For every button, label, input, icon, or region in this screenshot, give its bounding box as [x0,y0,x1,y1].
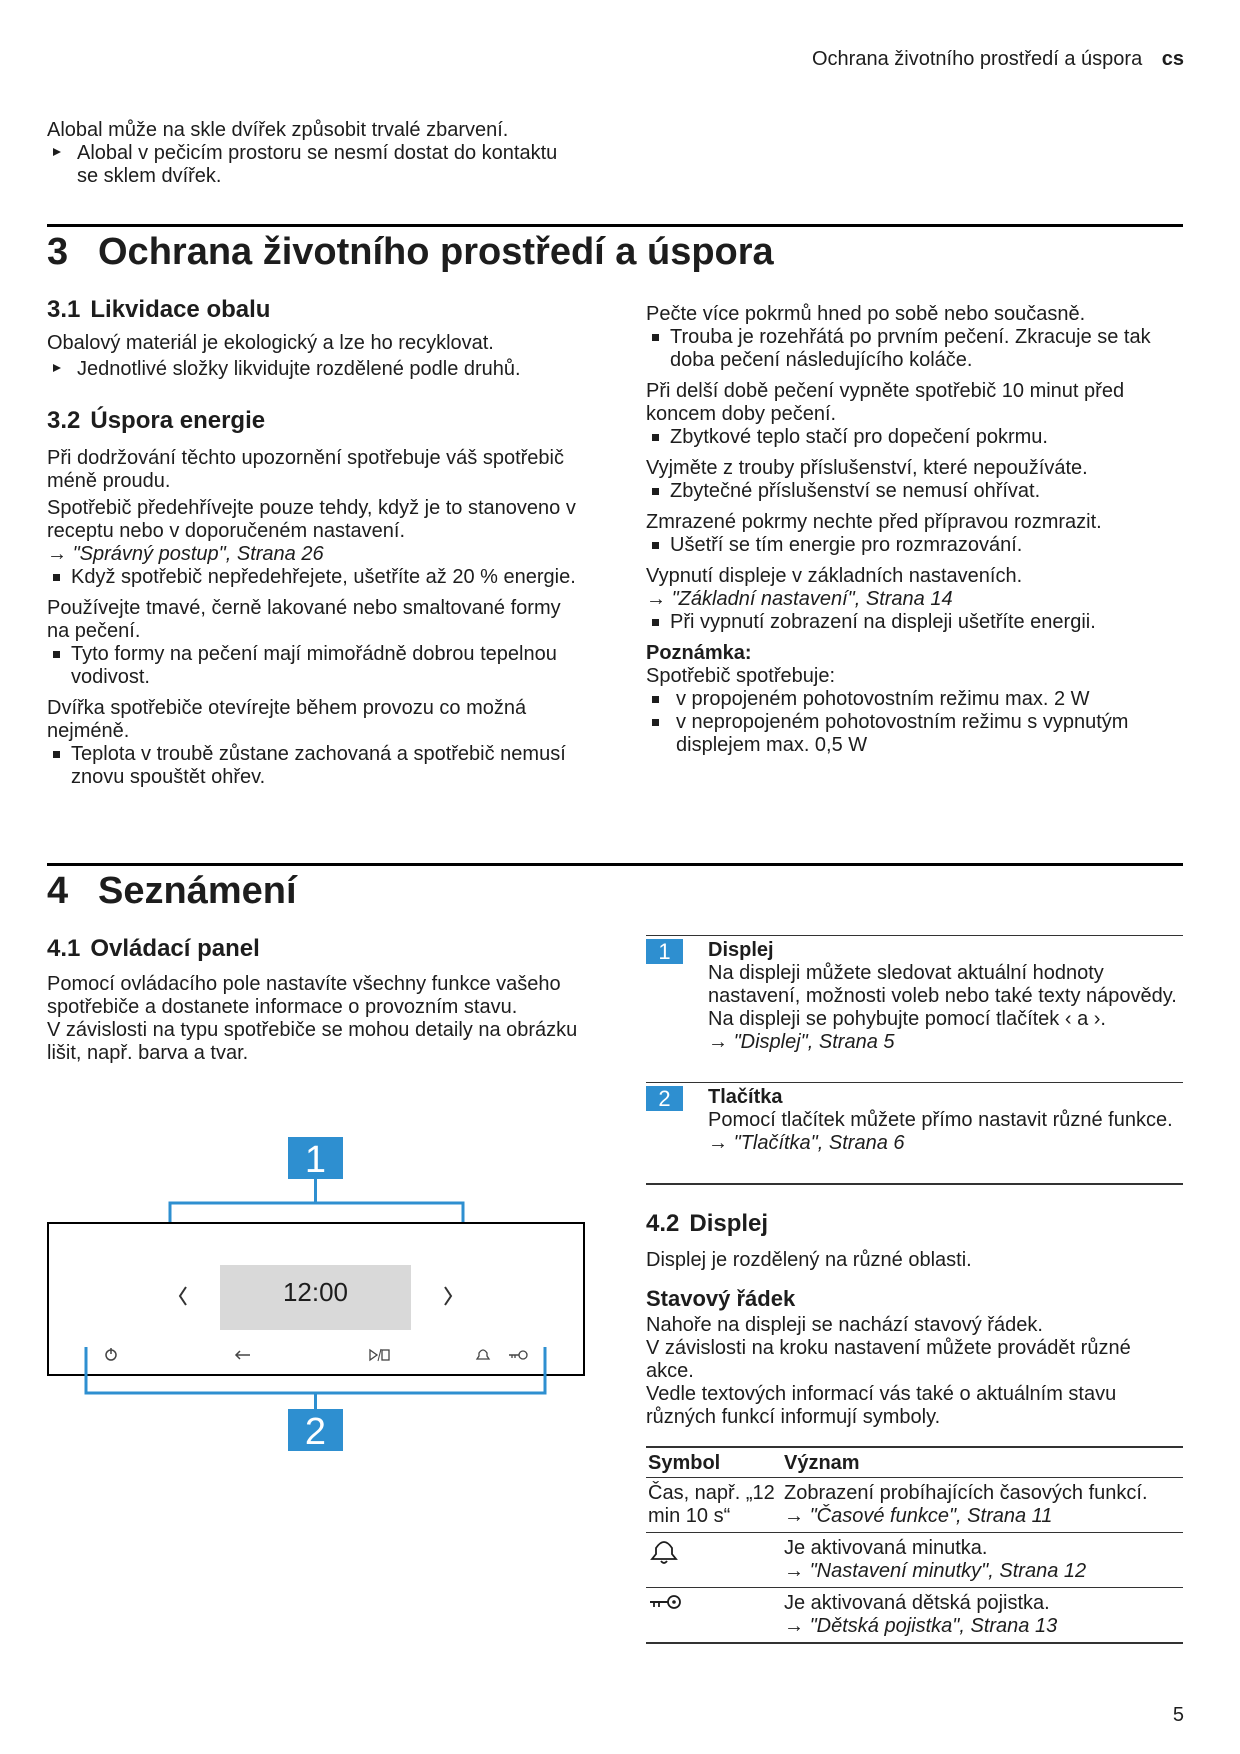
s32-p2-ref-link[interactable]: → "Správný postup", Strana 26 [47,543,577,566]
running-header [700,48,1184,71]
symbol-table [646,1446,1183,1644]
legend-text-1b: Na displeji se pohybujte pomocí tlačítek ‹ a ›. [708,1008,1106,1030]
s32-p4-bullet: Teplota v troubě zůstane zachovaná a spotřebič nemusí znovu spouštět ohřev. [47,743,577,789]
section-4-1-heading: 4.1 Ovládací panel [47,935,260,962]
section-4-2-heading: 4.2 Displej [646,1210,769,1237]
control-panel-figure [40,1125,600,1470]
key-icon [648,1592,684,1614]
legend-ref-2-link[interactable]: → "Tlačítka", Strana 6 [708,1132,1183,1155]
intro-line: Alobal může na skle dvířek způsobit trvalé zbarvení. [47,119,509,141]
table-header-symbol: Symbol [646,1447,782,1478]
callout-2-label: 2 [304,1411,327,1453]
table-row [646,1478,1183,1533]
s32-p3: Používejte tmavé, černě lakované nebo smaltované formy na pečení. [47,597,561,642]
s32-p2-bullet: Když spotřebič nepředehřejete, ušetříte až 20 % energie. [47,566,577,589]
intro-step: Alobal v pečicím prostoru se nesmí dostat do kontaktu se sklem dvířek. [47,142,567,188]
chapter-title: Ochrana životního prostředí a úspora [98,231,774,273]
chapter-3-heading [47,230,774,274]
meaning-text: Je aktivovaná dětská pojistka. [784,1592,1050,1614]
status-line-heading: Stavový řádek [646,1286,796,1311]
meaning-ref-link[interactable]: → "Nastavení minutky", Strana 12 [784,1560,1181,1583]
s32-r5-ref-link[interactable]: → "Základní nastavení", Strana 14 [646,588,1183,611]
legend-number-2: 2 [646,1086,683,1111]
s42-text: Displej je rozdělený na různé oblasti. [646,1249,972,1271]
legend-top-rule [646,935,1183,936]
display-time: 12:00 [282,1277,349,1307]
note-title: Poznámka: [646,642,752,664]
section-3-1-heading: 3.1 Likvidace obalu [47,296,271,323]
legend-row-1 [646,939,1183,1054]
s32-r2-bullet: Zbytkové teplo stačí pro dopečení pokrmu. [646,426,1183,449]
s32-r2: Při delší době pečení vypněte spotřebič 10 minut před koncem doby pečení. [646,380,1125,425]
ch3-right-column [646,303,1183,757]
legend-text-1: Na displeji můžete sledovat aktuální hodnoty nastavení, možnosti voleb nebo také texty nápovědy. [708,962,1177,1007]
s32-p2: Spotřebič předehřívejte pouze tehdy, když je to stanoveno v receptu nebo v doporučeném nastavení. [47,497,576,542]
bell-icon [648,1537,682,1565]
chapter-title: Seznámení [98,870,297,912]
note-text: Spotřebič spotřebuje: [646,665,836,687]
header-title: Ochrana životního prostředí a úspora [812,48,1143,70]
ch3-left-column [47,296,577,789]
s32-r3-bullet: Zbytečné příslušenství se nemusí ohřívat. [646,480,1183,503]
s42-p3: Vedle textových informací vás také o aktuálním stavu různých funkcí informují symboly. [646,1383,1117,1428]
section-3-2-heading: 3.2 Úspora energie [47,407,266,434]
note-bullet-2: v nepropojeném pohotovostním režimu s vypnutým displejem max. 0,5 W [646,711,1183,757]
legend-row-2 [646,1086,1183,1155]
table-row [646,1533,1183,1588]
s32-r1: Pečte více pokrmů hned po sobě nebo současně. [646,303,1086,325]
legend-title-1: Displej [708,939,774,961]
legend-text-2: Pomocí tlačítek můžete přímo nastavit různé funkce. [708,1109,1173,1131]
table-header-meaning: Význam [782,1447,1183,1478]
s41-p1: Pomocí ovládacího pole nastavíte všechny funkce vašeho spotřebiče a dostanete informace o provozním stavu. [47,973,561,1018]
header-lang: cs [1161,48,1184,70]
intro-block [47,119,567,188]
note-bullet-1: v propojeném pohotovostním režimu max. 2 W [646,688,1183,711]
s32-r4: Zmrazené pokrmy nechte před přípravou rozmrazit. [646,511,1102,533]
meaning-text: Je aktivovaná minutka. [784,1537,988,1559]
chapter-rule [47,863,1183,866]
s32-r3: Vyjměte z trouby příslušenství, které nepoužíváte. [646,457,1088,479]
s32-r5: Vypnutí displeje v základních nastaveních. [646,565,1023,587]
s32-p3-bullet: Tyto formy na pečení mají mimořádně dobrou tepelnou vodivost. [47,643,577,689]
legend-number-1: 1 [646,939,683,964]
page-number: 5 [1172,1704,1184,1726]
s32-p1: Při dodržování těchto upozornění spotřebuje váš spotřebič méně proudu. [47,447,564,492]
chapter-number: 4 [47,870,69,912]
meaning-text: Zobrazení probíhajících časových funkcí. [784,1482,1148,1504]
s42-p1: Nahoře na displeji se nachází stavový řádek. [646,1314,1043,1336]
section-4-2 [646,1210,1183,1429]
legend-ref-1-link[interactable]: → "Displej", Strana 5 [708,1031,1183,1054]
chapter-rule [47,224,1183,227]
s31-text: Obalový materiál je ekologický a lze ho recyklovat. [47,332,494,354]
s32-p4: Dvířka spotřebiče otevírejte během provozu co možná nejméně. [47,697,527,742]
meaning-ref-link[interactable]: → "Časové funkce", Strana 11 [784,1505,1181,1528]
s32-r5-bullet: Při vypnutí zobrazení na displeji ušetříte energii. [646,611,1183,634]
s31-step: Jednotlivé složky likvidujte rozdělené podle druhů. [47,358,577,381]
s32-r4-bullet: Ušetří se tím energie pro rozmrazování. [646,534,1183,557]
legend-title-2: Tlačítka [708,1086,783,1108]
s42-p2: V závislosti na kroku nastavení můžete provádět různé akce. [646,1337,1131,1382]
callout-1-label: 1 [304,1139,327,1181]
symbol-cell: Čas, např. „12 min 10 s“ [646,1478,782,1533]
s41-p2: V závislosti na typu spotřebiče se mohou detaily na obrázku lišit, např. barva a tvar. [47,1019,578,1064]
ch4-left-column [47,935,587,1065]
legend-bottom-rule [646,1183,1183,1185]
meaning-ref-link[interactable]: → "Dětská pojistka", Strana 13 [784,1615,1181,1638]
legend-row-rule [646,1082,1183,1083]
s32-r1-bullet: Trouba je rozehřátá po prvním pečení. Zkracuje se tak doba pečení následujícího koláče. [646,326,1183,372]
chapter-4-heading [47,869,297,913]
table-row [646,1588,1183,1644]
chapter-number: 3 [47,231,69,273]
